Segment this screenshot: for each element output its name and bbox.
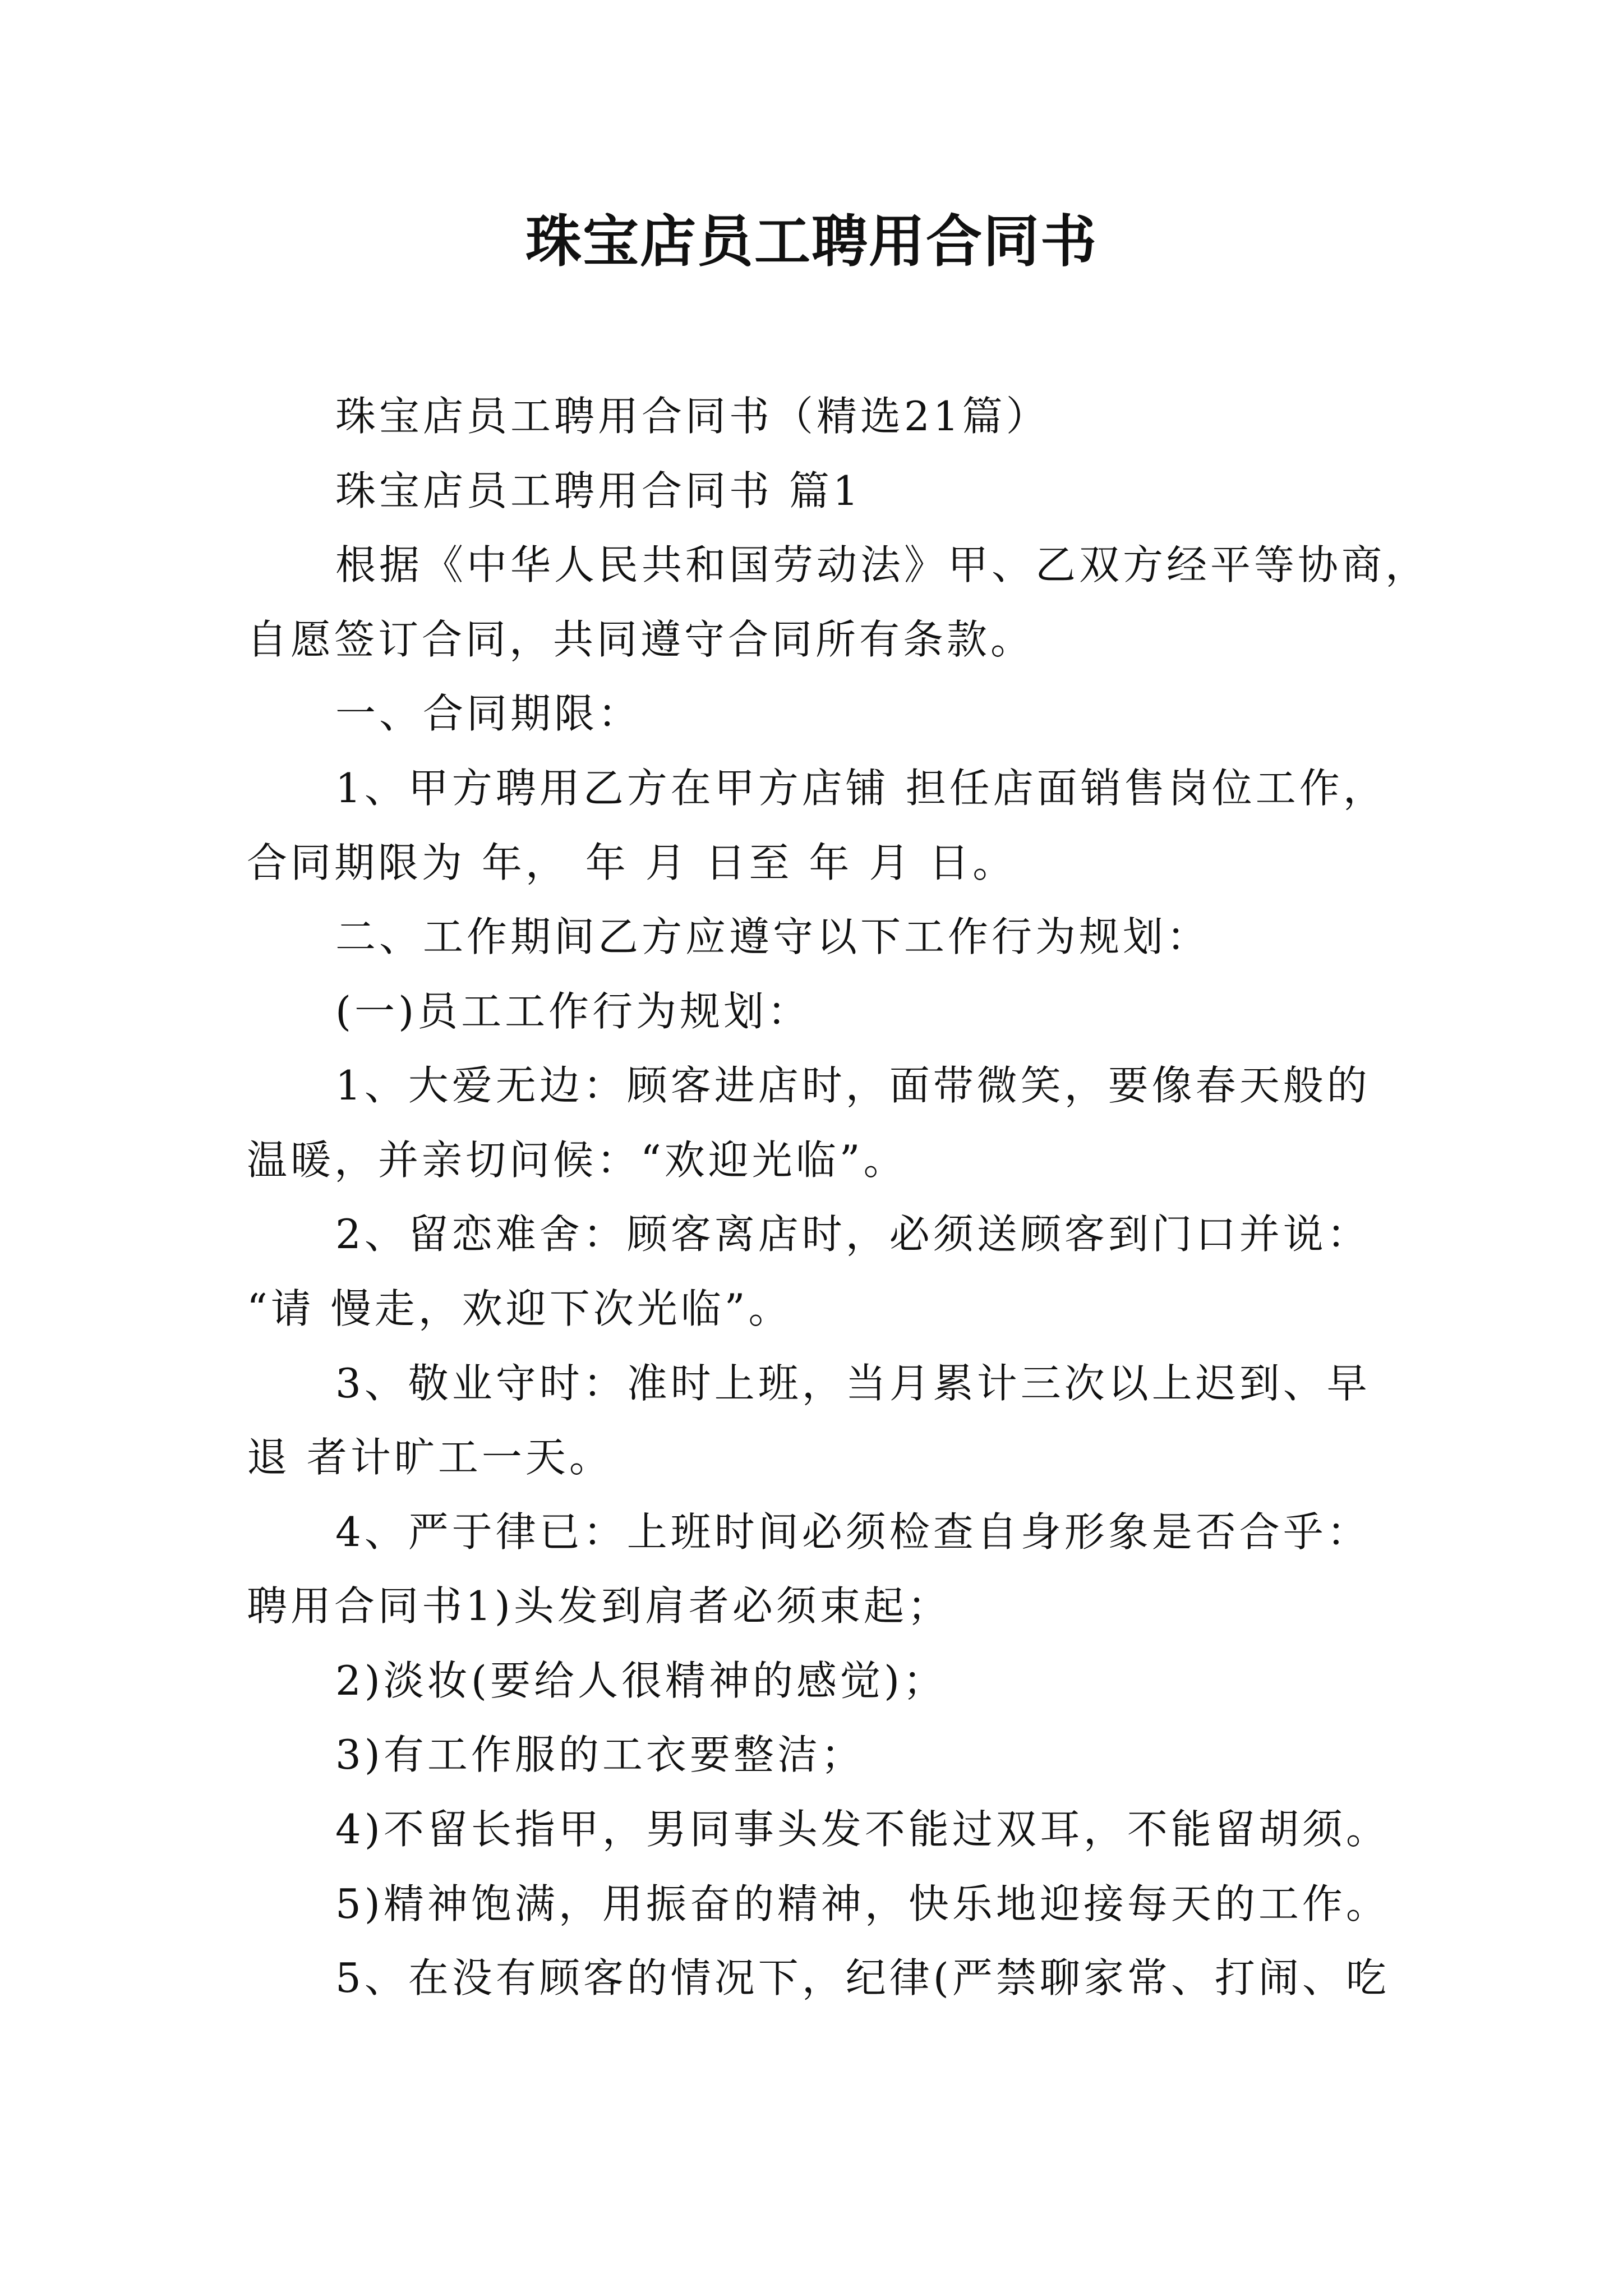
list-item-line: 5)精神饱满，用振奋的精神，快乐地迎接每天的工作。 <box>335 1880 1390 1927</box>
section-heading-line: 珠宝店员工聘用合同书 篇1 <box>335 467 862 514</box>
list-item-line: 2)淡妆(要给人很精神的感觉)； <box>335 1657 947 1704</box>
paragraph-line: 温暖，并亲切问候：“欢迎光临”。 <box>247 1137 907 1184</box>
list-item-line: 4)不留长指甲，男同事头发不能过双耳，不能留胡须。 <box>335 1806 1390 1853</box>
paragraph-line: 4、严于律已：上班时间必须检查自身形象是否合乎： <box>335 1508 1371 1556</box>
list-item-line: 3)有工作服的工衣要整洁； <box>335 1731 865 1778</box>
clause-heading-line: 二、工作期间乙方应遵守以下工作行为规划： <box>335 913 1211 960</box>
clause-heading-line: 一、合同期限： <box>335 690 642 737</box>
paragraph-line: 聘用合同书1)头发到肩者必须束起； <box>247 1582 951 1630</box>
sub-heading-line: (一)员工工作行为规划： <box>335 988 811 1035</box>
paragraph-line: 3、敬业守时：准时上班，当月累计三次以上迟到、早 <box>335 1360 1371 1407</box>
paragraph-line: 根据《中华人民共和国劳动法》甲、乙双方经平等协商， <box>335 541 1430 588</box>
paragraph-line: 5、在没有顾客的情况下，纪律(严禁聊家常、打闹、吃 <box>335 1954 1390 2001</box>
paragraph-line: 1、甲方聘用乙方在甲方店铺 担任店面销售岗位工作， <box>335 765 1387 812</box>
document-title: 珠宝店员工聘用合同书 <box>525 208 1098 274</box>
paragraph-line: “请 慢走，欢迎下次光临”。 <box>247 1285 792 1332</box>
paragraph-line: 2、留恋难舍：顾客离店时，必须送顾客到门口并说： <box>335 1211 1371 1258</box>
paragraph-line: 自愿签订合同，共同遵守合同所有条款。 <box>247 616 1035 663</box>
paragraph-line: 退 者计旷工一天。 <box>247 1434 613 1481</box>
subtitle-line: 珠宝店员工聘用合同书（精选21篇） <box>335 393 1050 440</box>
paragraph-line: 合同期限为 年， 年 月 日至 年 月 日。 <box>247 839 1017 886</box>
paragraph-line: 1、大爱无边：顾客进店时，面带微笑，要像春天般的 <box>335 1062 1371 1109</box>
